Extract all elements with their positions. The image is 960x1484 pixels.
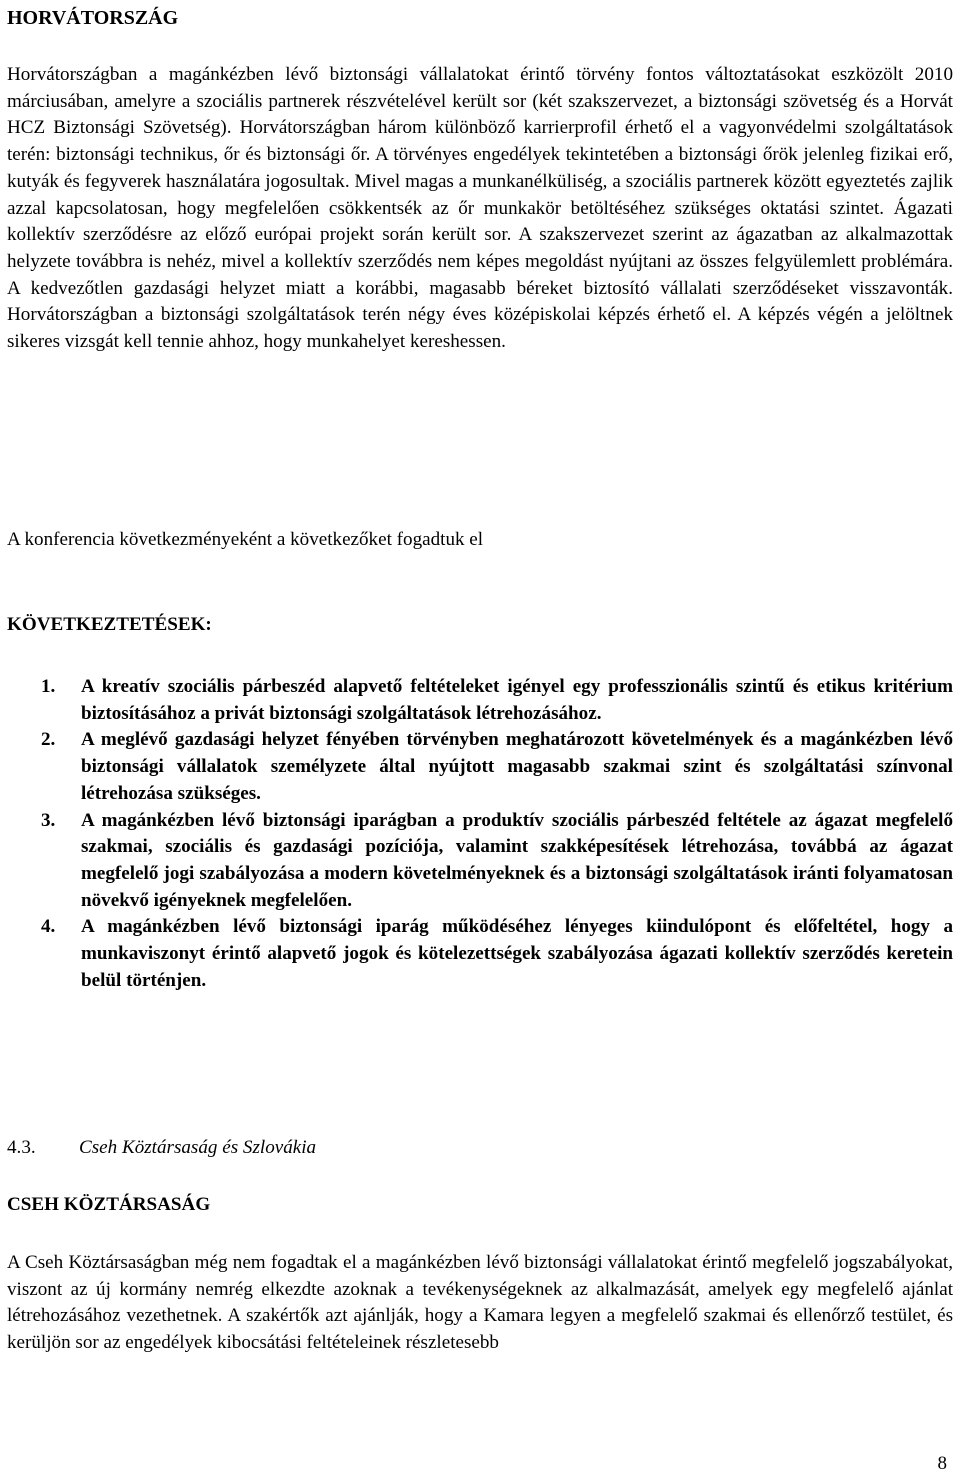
conclusion-text: A kreatív szociális párbeszéd alapvető feltételeket igényel egy professzionális szintű és etikus kritérium biztosításához a privát biztonsági szolgáltatások létrehozásához. bbox=[81, 676, 953, 724]
conclusion-marker: 2. bbox=[41, 729, 56, 751]
conclusion-item bbox=[7, 914, 953, 994]
conclusion-marker: 1. bbox=[41, 676, 56, 697]
conclusions-list bbox=[7, 674, 953, 994]
conclusion-marker: 4. bbox=[41, 916, 56, 938]
conclusion-marker: 3. bbox=[41, 809, 56, 831]
section-title-croatia: HORVÁTORSZÁG bbox=[7, 7, 179, 29]
section-title-czech: CSEH KÖZTÁRSASÁG bbox=[7, 1194, 211, 1215]
conference-intro: A konferencia következményeként a következőket fogadtuk el bbox=[7, 529, 484, 550]
subsection-number: 4.3. bbox=[7, 1137, 36, 1158]
conclusion-item bbox=[7, 808, 953, 915]
croatia-paragraph: Horvátországban a magánkézben lévő biztonsági vállalatokat érintő törvény fontos változtatásokat eszközölt 2010 márciusában, amelyre a szociális partnerek részvételével került sor (két szakszervezet, a biztonsági szövetség és a Horvát HCZ Biztonsági Szövetség). Horvátországban három különböző karrierprofil érhető el a vagyonvédelmi szolgáltatások terén: biztonsági technikus, őr és biztonsági őr. A törvényes engedélyek tekintetében a biztonsági őrök jelenleg fizikai erő, kutyák és fegyverek használatára jogosultak. Mivel magas a munkanélküliség, a szociális partnerek között egyeztetés zajlik azzal kapcsolatosan, hogy megfelelően csökkentsék az őr munkakör betöltéséhez szükséges oktatási szintet. Ágazati kollektív szerződésre az előző európai projekt során került sor. A szakszervezet szerint az ágazatban az alkalmazottak helyzete továbbra is nehéz, mivel a kollektív szerződés nem képes megoldást nyújtani az összes felgyülemlett problémára. A kedvezőtlen gazdasági helyzet miatt a korábbi, magasabb béreket biztosító vállalati szerződéseket visszavonták. Horvátországban a biztonsági szolgáltatások terén négy éves középiskolai képzés érhető el. A képzés végén a jelöltnek sikeres vizsgát kell tennie ahhoz, hogy munkahelyet kereshessen. bbox=[7, 64, 953, 353]
conclusion-text: A magánkézben lévő biztonsági iparág működéséhez lényeges kiindulópont és előfeltétel, hogy a munkaviszonyt érintő alapvető jogok és kötelezettségek szabályozása ágazati kollektív szerződés keretein belül történjen. bbox=[81, 916, 953, 991]
subsection-title: Cseh Köztársaság és Szlovákia bbox=[79, 1137, 317, 1158]
subsection-heading bbox=[7, 1135, 316, 1162]
conclusion-text: A meglévő gazdasági helyzet fényében törvényben meghatározott követelmények és a magánkézben lévő biztonsági vállalatok személyzete által nyújtott magasabb szakmai szint és szolgáltatási színvonal létrehozása szükséges. bbox=[81, 729, 953, 804]
conclusion-item bbox=[7, 727, 953, 807]
page-number: 8 bbox=[937, 1453, 947, 1474]
conclusion-text: A magánkézben lévő biztonsági iparágban a produktív szociális párbeszéd feltétele az ágazat megfelelő szakmai, szociális és gazdasági pozíciója, valamint szakképesítések létrehozása, továbbá az ágazat megfelelő jogi szabályozása a modern követelményeknek és a biztonsági szolgáltatások iránti folyamatosan növekvő igényeknek megfelelően. bbox=[81, 809, 953, 911]
conclusion-item bbox=[7, 674, 953, 727]
conclusions-title: KÖVETKEZTETÉSEK: bbox=[7, 614, 212, 635]
czech-paragraph: A Cseh Köztársaságban még nem fogadtak el a magánkézben lévő biztonsági vállalatokat érintő megfelelő jogszabályokat, viszont az új kormány nemrég elkezdte azoknak a tevékenységeknek az alkalmazását, amelyek egy megfelelő ajánlat létrehozásához vezethetnek. A szakértők azt ajánlják, hogy a Kamara legyen a megfelelő szakmai és ellenőrző testület, és kerüljön sor az engedélyek kibocsátási feltételeinek részletesebb bbox=[7, 1252, 953, 1354]
